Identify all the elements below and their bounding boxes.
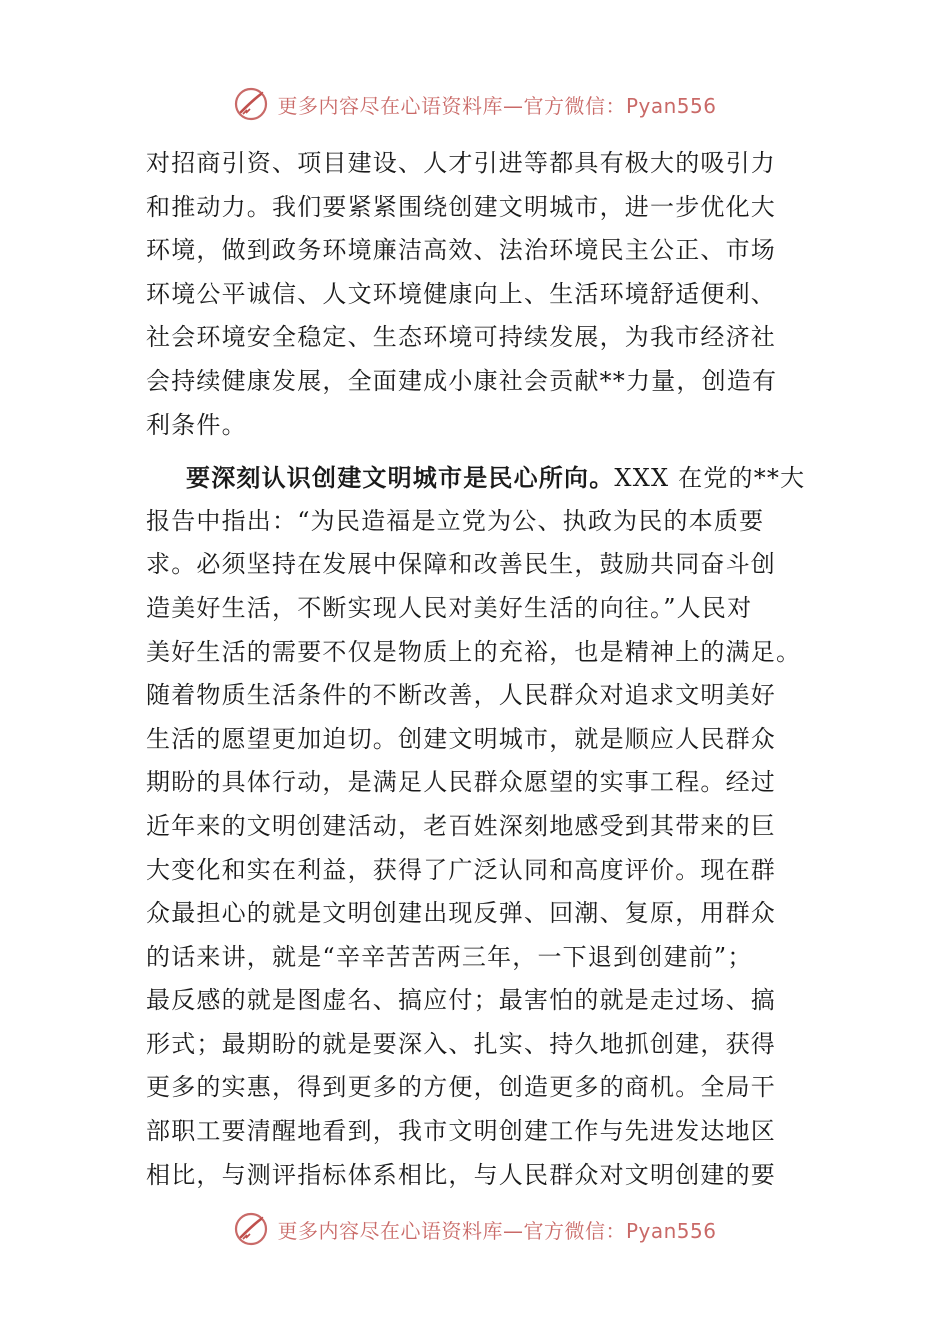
paragraph-first-line <box>146 456 806 500</box>
pen-logo-icon <box>233 86 269 122</box>
header-watermark <box>0 82 950 126</box>
paragraph-heading: 要深刻认识创建文明城市是民心所向。 <box>186 463 615 493</box>
text-line: 期盼的具体行动，是满足人民群众愿望的实事工程。经过 <box>146 768 776 797</box>
watermark-text: 更多内容尽在心语资料库—官方微信：Pyan556 <box>277 93 717 118</box>
watermark-text: 更多内容尽在心语资料库—官方微信：Pyan556 <box>277 1218 717 1243</box>
text-line: 利条件。 <box>146 410 247 439</box>
text-line: 和推动力。我们要紧紧围绕创建文明城市，进一步优化大 <box>146 192 776 221</box>
text-line: 形式；最期盼的就是要深入、扎实、持久地抓创建，获得 <box>146 1029 776 1058</box>
text-line: 生活的愿望更加迫切。创建文明城市，就是顺应人民群众 <box>146 724 776 753</box>
paragraph-1 <box>146 142 796 447</box>
paragraph-2 <box>146 456 806 1197</box>
heading-rest: XXX 在党的**大 <box>614 464 806 493</box>
text-line: 环境，做到政务环境廉洁高效、法治环境民主公正、市场 <box>146 236 776 265</box>
text-line: 会持续健康发展，全面建成小康社会贡献**力量，创造有 <box>146 366 778 395</box>
text-line: 众最担心的就是文明创建出现反弹、回潮、复原，用群众 <box>146 899 776 928</box>
text-line: 环境公平诚信、人文环境健康向上、生活环境舒适便利、 <box>146 279 776 308</box>
text-line: 社会环境安全稳定、生态环境可持续发展，为我市经济社 <box>146 323 776 352</box>
document-body <box>146 142 806 1197</box>
text-line: 报告中指出：“为民造福是立党为公、执政为民的本质要 <box>146 506 765 535</box>
text-line: 求。必须坚持在发展中保障和改善民生，鼓励共同奋斗创 <box>146 550 776 579</box>
pen-logo-icon <box>233 1211 269 1247</box>
text-line: 最反感的就是图虚名、搞应付；最害怕的就是走过场、搞 <box>146 986 776 1015</box>
text-line: 造美好生活，不断实现人民对美好生活的向往。”人民对 <box>146 593 753 622</box>
text-line: 大变化和实在利益，获得了广泛认同和高度评价。现在群 <box>146 855 776 884</box>
text-line: 美好生活的需要不仅是物质上的充裕，也是精神上的满足。 <box>146 637 802 666</box>
text-line: 更多的实惠，得到更多的方便，创造更多的商机。全局干 <box>146 1073 776 1102</box>
text-line: 部职工要清醒地看到，我市文明创建工作与先进发达地区 <box>146 1117 776 1146</box>
text-line: 的话来讲，就是“辛辛苦苦两三年，一下退到创建前”； <box>146 942 753 971</box>
text-line: 随着物质生活条件的不断改善，人民群众对追求文明美好 <box>146 681 776 710</box>
footer-watermark <box>0 1207 950 1251</box>
text-line: 相比，与测评指标体系相比，与人民群众对文明创建的要 <box>146 1160 776 1189</box>
text-line: 对招商引资、项目建设、人才引进等都具有极大的吸引力 <box>146 149 776 177</box>
text-line: 近年来的文明创建活动，老百姓深刻地感受到其带来的巨 <box>146 811 776 840</box>
